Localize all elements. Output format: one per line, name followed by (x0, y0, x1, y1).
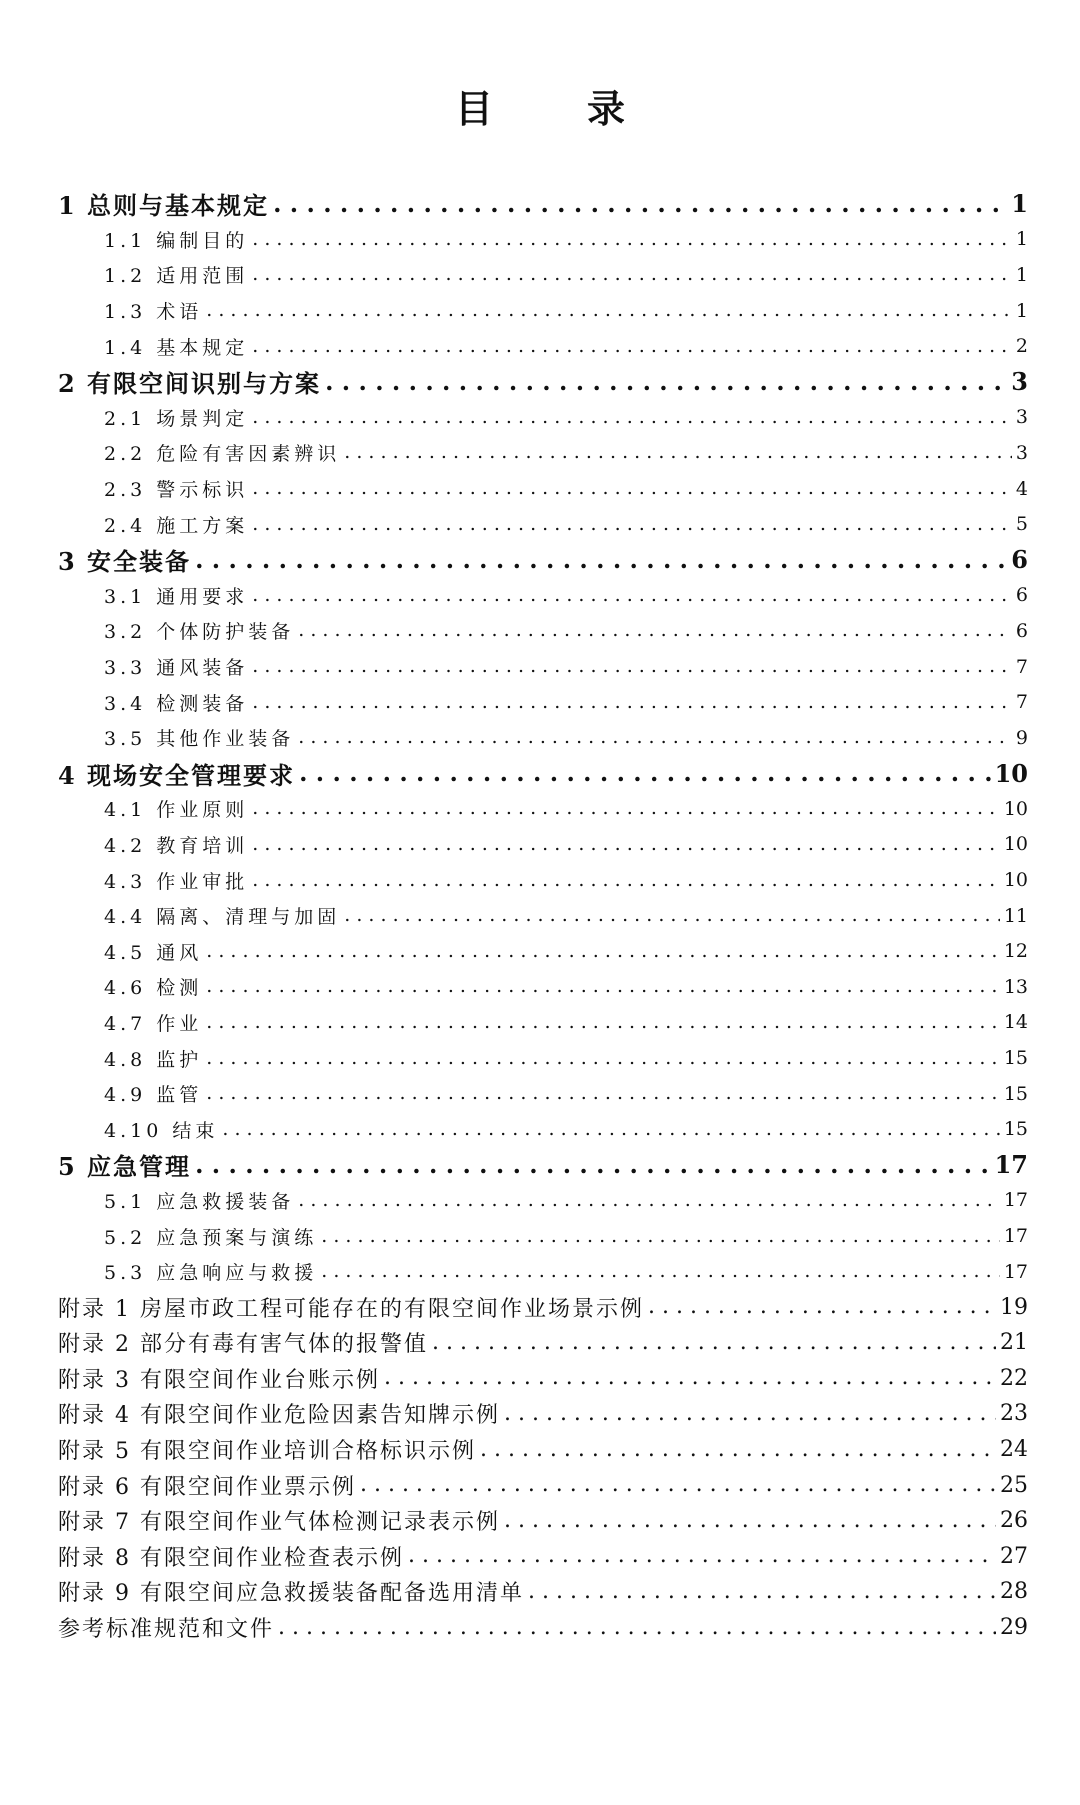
toc-entry-label: 2.1 场景判定 (104, 407, 249, 430)
toc-entry-page-number: 17 (1003, 1260, 1028, 1283)
toc-entry-page-number: 3 (1015, 441, 1028, 464)
dot-leader (195, 548, 1007, 572)
toc-entry-label: 4 现场安全管理要求 (58, 760, 296, 790)
toc-chapter-entry[interactable] (58, 542, 1028, 578)
toc-entry-page-number: 1 (1015, 299, 1028, 322)
dot-leader (299, 761, 991, 785)
toc-entry-label: 1.3 术语 (104, 301, 203, 324)
toc-section-entry[interactable] (58, 1076, 1028, 1112)
toc-entry-page-number: 6 (1015, 584, 1028, 607)
toc-entry-page-number: 10 (1003, 869, 1028, 892)
toc-entry-label: 5.2 应急预案与演练 (104, 1226, 318, 1249)
dot-leader (252, 871, 1000, 890)
dot-leader (278, 1617, 996, 1639)
toc-section-entry[interactable] (58, 257, 1028, 293)
toc-entry-label: 附录 5 有限空间作业培训合格标识示例 (58, 1439, 476, 1465)
toc-entry-page-number: 10 (994, 758, 1028, 788)
dot-leader (252, 586, 1012, 605)
toc-section-entry[interactable] (58, 1254, 1028, 1290)
dot-leader (206, 301, 1012, 320)
toc-entry-label: 2.4 施工方案 (104, 514, 249, 537)
toc-section-entry[interactable] (58, 1183, 1028, 1219)
toc-entry-page-number: 5 (1015, 513, 1028, 536)
toc-entry-page-number: 19 (1000, 1294, 1028, 1320)
toc-entry-label: 3.3 通风装备 (104, 657, 249, 680)
toc-entry-page-number: 15 (1003, 1082, 1028, 1105)
toc-entry-label: 1.4 基本规定 (104, 336, 249, 359)
toc-section-entry[interactable] (58, 471, 1028, 507)
toc-appendix-entry[interactable] (58, 1396, 1028, 1432)
dot-leader (252, 515, 1012, 534)
toc-entry-page-number: 6 (1015, 619, 1028, 642)
toc-entry-label: 1.1 编制目的 (104, 229, 249, 252)
toc-entry-label: 5.3 应急响应与救援 (104, 1262, 318, 1285)
toc-entry-page-number: 17 (1003, 1189, 1028, 1212)
toc-entry-page-number: 11 (1003, 904, 1028, 927)
toc-section-entry[interactable] (58, 222, 1028, 258)
toc-appendix-entry[interactable] (58, 1539, 1028, 1575)
toc-section-entry[interactable] (58, 862, 1028, 898)
toc-entry-page-number: 28 (1000, 1579, 1028, 1605)
toc-entry-label: 附录 6 有限空间作业票示例 (58, 1474, 356, 1500)
toc-entry-label: 3.5 其他作业装备 (104, 728, 295, 751)
toc-entry-label: 3.4 检测装备 (104, 692, 249, 715)
toc-entry-page-number: 29 (1000, 1615, 1028, 1641)
toc-entry-label: 5 应急管理 (58, 1152, 192, 1182)
toc-chapter-entry[interactable] (58, 364, 1028, 400)
toc-entry-label: 附录 1 房屋市政工程可能存在的有限空间作业场景示例 (58, 1296, 644, 1322)
dot-leader (252, 265, 1012, 284)
dot-leader (648, 1296, 996, 1318)
toc-entry-page-number: 7 (1015, 691, 1028, 714)
toc-entry-page-number: 26 (1000, 1508, 1028, 1534)
toc-entry-page-number: 15 (1003, 1047, 1028, 1070)
toc-entry-page-number: 22 (1000, 1365, 1028, 1391)
toc-entry-page-number: 10 (1003, 797, 1028, 820)
toc-entry-page-number: 3 (1015, 406, 1028, 429)
toc-entry-page-number: 23 (1000, 1401, 1028, 1427)
toc-entry-label: 附录 7 有限空间作业气体检测记录表示例 (58, 1510, 500, 1536)
toc-section-entry[interactable] (58, 506, 1028, 542)
toc-entry-label: 4.2 教育培训 (104, 834, 249, 857)
toc-appendix-entry[interactable] (58, 1574, 1028, 1610)
toc-entry-page-number: 13 (1003, 975, 1028, 998)
dot-leader (252, 799, 1000, 818)
toc-entry-page-number: 6 (1011, 545, 1028, 575)
dot-leader (206, 942, 1000, 961)
dot-leader (252, 657, 1012, 676)
dot-leader (252, 479, 1012, 498)
dot-leader (432, 1332, 996, 1354)
toc-chapter-entry[interactable] (58, 756, 1028, 792)
toc-entry-page-number: 17 (994, 1150, 1028, 1180)
toc-entry-page-number: 14 (1003, 1011, 1028, 1034)
dot-leader (252, 230, 1012, 249)
toc-appendix-entry[interactable] (58, 1325, 1028, 1361)
toc-section-entry[interactable] (58, 328, 1028, 364)
toc-entry-page-number: 27 (1000, 1543, 1028, 1569)
toc-entry-label: 4.9 监管 (104, 1084, 203, 1107)
dot-leader (222, 1120, 999, 1139)
toc-appendix-entry[interactable] (58, 1361, 1028, 1397)
toc-entry-label: 1 总则与基本规定 (58, 191, 270, 221)
page-title: 目 录 (454, 86, 653, 131)
dot-leader (206, 1084, 1000, 1103)
toc-entry-label: 附录 9 有限空间应急救援装备配备选用清单 (58, 1581, 524, 1607)
toc-entry-page-number: 3 (1011, 367, 1028, 397)
toc-entry-label: 3.2 个体防护装备 (104, 621, 295, 644)
toc-appendix-entry[interactable] (58, 1610, 1028, 1646)
toc-section-entry[interactable] (58, 435, 1028, 471)
toc-entry-label: 附录 2 部分有毒有害气体的报警值 (58, 1332, 428, 1358)
table-of-contents (58, 186, 1028, 1645)
toc-entry-page-number: 4 (1015, 477, 1028, 500)
toc-entry-label: 4.3 作业审批 (104, 870, 249, 893)
toc-section-entry[interactable] (58, 898, 1028, 934)
toc-section-entry[interactable] (58, 720, 1028, 756)
toc-entry-page-number: 24 (1000, 1437, 1028, 1463)
toc-section-entry[interactable] (58, 684, 1028, 720)
dot-leader (206, 977, 1000, 996)
toc-section-entry[interactable] (58, 1005, 1028, 1041)
toc-entry-page-number: 15 (1003, 1118, 1028, 1141)
toc-entry-label: 4.4 隔离、清理与加固 (104, 906, 341, 929)
toc-section-entry[interactable] (58, 827, 1028, 863)
toc-section-entry[interactable] (58, 578, 1028, 614)
dot-leader (321, 1262, 1000, 1281)
toc-chapter-entry[interactable] (58, 186, 1028, 222)
toc-entry-label: 4.5 通风 (104, 941, 203, 964)
toc-entry-page-number: 10 (1003, 833, 1028, 856)
toc-entry-label: 4.6 检测 (104, 977, 203, 1000)
toc-entry-label: 3.1 通用要求 (104, 585, 249, 608)
dot-leader (344, 443, 1012, 462)
toc-entry-page-number: 1 (1015, 228, 1028, 251)
dot-leader (252, 835, 1000, 854)
dot-leader (252, 408, 1012, 427)
toc-entry-page-number: 2 (1015, 335, 1028, 358)
toc-section-entry[interactable] (58, 400, 1028, 436)
dot-leader (408, 1545, 996, 1567)
dot-leader (206, 1013, 1000, 1032)
toc-section-entry[interactable] (58, 293, 1028, 329)
toc-chapter-entry[interactable] (58, 1147, 1028, 1183)
toc-entry-label: 附录 8 有限空间作业检查表示例 (58, 1545, 404, 1571)
toc-entry-page-number: 1 (1011, 189, 1028, 219)
toc-section-entry[interactable] (58, 1218, 1028, 1254)
toc-section-entry[interactable] (58, 649, 1028, 685)
dot-leader (504, 1403, 996, 1425)
toc-section-entry[interactable] (58, 791, 1028, 827)
toc-entry-label: 1.2 适用范围 (104, 265, 249, 288)
toc-entry-page-number: 25 (1000, 1472, 1028, 1498)
dot-leader (298, 621, 1012, 640)
dot-leader (344, 906, 1000, 925)
toc-entry-page-number: 17 (1003, 1225, 1028, 1248)
toc-entry-label: 4.7 作业 (104, 1012, 203, 1035)
dot-leader (252, 693, 1012, 712)
dot-leader (384, 1367, 996, 1389)
toc-appendix-entry[interactable] (58, 1503, 1028, 1539)
toc-entry-label: 4.10 结束 (104, 1119, 219, 1142)
toc-entry-page-number: 7 (1015, 655, 1028, 678)
toc-entry-page-number: 21 (1000, 1330, 1028, 1356)
toc-entry-page-number: 9 (1015, 726, 1028, 749)
toc-entry-label: 附录 3 有限空间作业台账示例 (58, 1367, 380, 1393)
toc-entry-label: 2 有限空间识别与方案 (58, 369, 322, 399)
dot-leader (298, 1191, 1000, 1210)
dot-leader (504, 1510, 996, 1532)
toc-appendix-entry[interactable] (58, 1467, 1028, 1503)
toc-appendix-entry[interactable] (58, 1289, 1028, 1325)
toc-entry-label: 3 安全装备 (58, 547, 192, 577)
dot-leader (480, 1439, 996, 1461)
toc-entry-label: 5.1 应急救援装备 (104, 1190, 295, 1213)
dot-leader (273, 192, 1007, 216)
dot-leader (298, 728, 1012, 747)
toc-section-entry[interactable] (58, 1040, 1028, 1076)
toc-entry-label: 附录 4 有限空间作业危险因素告知牌示例 (58, 1403, 500, 1429)
dot-leader (528, 1581, 996, 1603)
dot-leader (360, 1474, 996, 1496)
dot-leader (206, 1049, 1000, 1068)
toc-entry-page-number: 1 (1015, 263, 1028, 286)
toc-section-entry[interactable] (58, 613, 1028, 649)
toc-entry-label: 4.8 监护 (104, 1048, 203, 1071)
dot-leader (321, 1227, 1000, 1246)
toc-entry-page-number: 12 (1003, 940, 1028, 963)
toc-appendix-entry[interactable] (58, 1432, 1028, 1468)
toc-section-entry[interactable] (58, 1111, 1028, 1147)
toc-entry-label: 4.1 作业原则 (104, 799, 249, 822)
toc-section-entry[interactable] (58, 933, 1028, 969)
dot-leader (325, 370, 1007, 394)
toc-section-entry[interactable] (58, 969, 1028, 1005)
toc-entry-label: 参考标准规范和文件 (58, 1617, 275, 1643)
dot-leader (252, 337, 1012, 356)
toc-entry-label: 2.3 警示标识 (104, 479, 249, 502)
dot-leader (195, 1153, 991, 1177)
toc-entry-label: 2.2 危险有害因素辨识 (104, 443, 341, 466)
